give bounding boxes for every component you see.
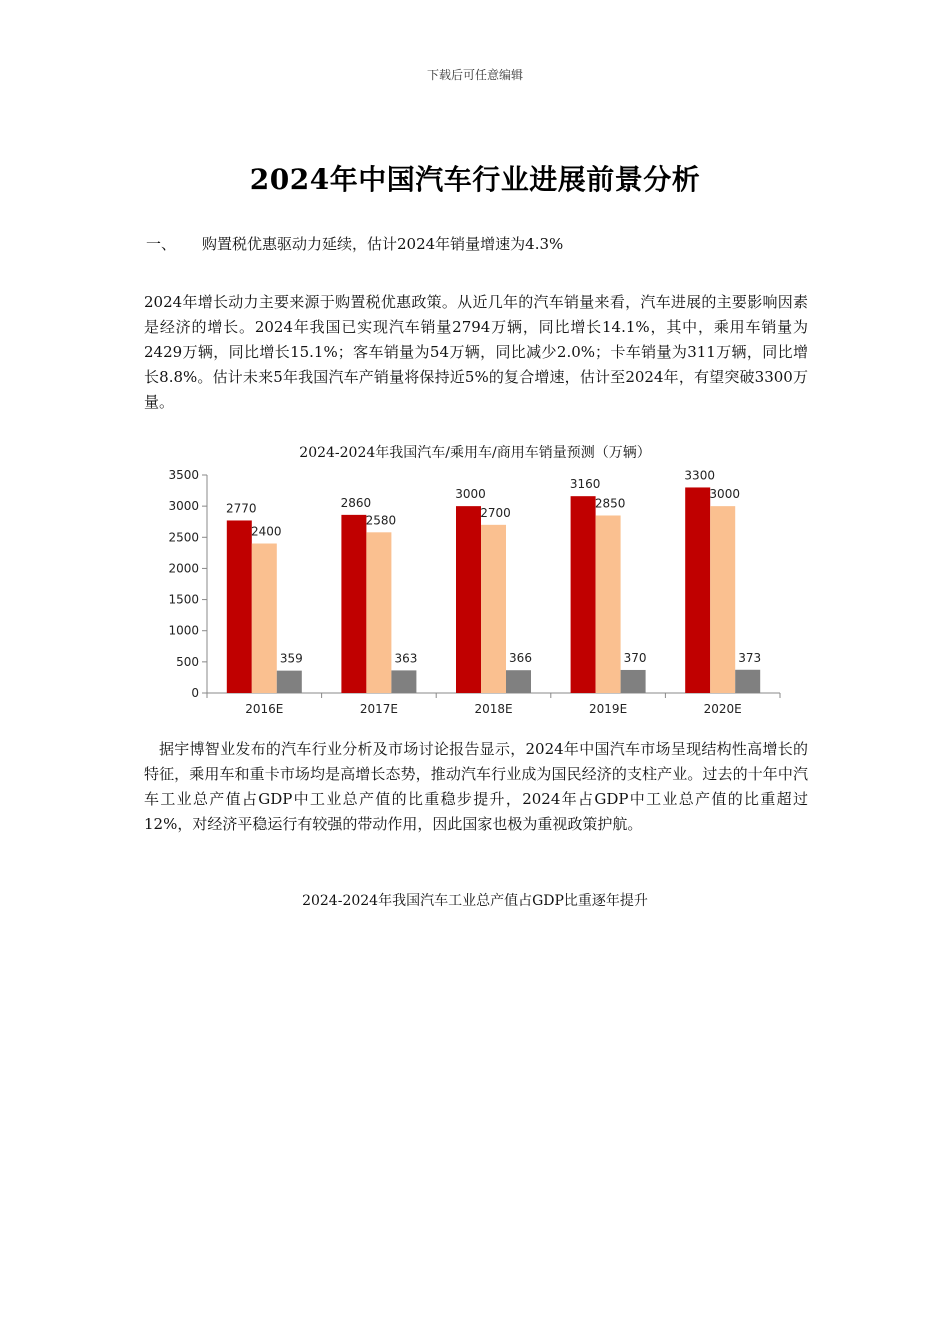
chart-caption: 2024-2024年我国汽车/乘用车/商用车销量预测（万辆） [299, 445, 651, 461]
bar-value-label: 2700 [480, 505, 511, 520]
bar [391, 670, 416, 693]
sales-forecast-bar-chart [155, 464, 785, 726]
x-axis [207, 693, 780, 716]
bar-value-label: 3000 [709, 487, 740, 502]
bar [277, 671, 302, 693]
bar-value-label: 3300 [684, 468, 715, 483]
bar-value-label: 2770 [226, 501, 257, 516]
bar-value-label: 366 [509, 651, 532, 666]
bar-value-label: 370 [623, 650, 647, 665]
bar-value-label: 2850 [594, 496, 626, 511]
section-number: 一、 [146, 235, 177, 253]
document-title: 2024年中国汽车行业进展前景分析 [249, 163, 701, 196]
bar [596, 515, 621, 693]
bar-value-label: 359 [279, 651, 303, 666]
y-tick-label: 1000 [168, 623, 199, 638]
x-tick-label: 2018E [474, 702, 513, 716]
bar [621, 670, 646, 693]
bar [481, 525, 506, 693]
bar-value-label: 363 [394, 651, 418, 666]
chart-caption-gdp: 2024-2024年我国汽车工业总产值占GDP比重逐年提升 [302, 893, 648, 909]
bar-value-label: 3160 [569, 477, 601, 492]
bar [685, 487, 710, 693]
bar-value-label: 2580 [365, 513, 397, 528]
bar [341, 515, 366, 693]
y-tick-label: 3000 [168, 499, 199, 514]
bar [252, 544, 277, 693]
bar-value-label: 3000 [455, 487, 486, 502]
y-tick-label: 1500 [168, 592, 199, 607]
x-tick-label: 2019E [589, 702, 628, 716]
bar-value-label: 2400 [251, 524, 282, 539]
y-tick-label: 2000 [168, 561, 199, 576]
section-heading [146, 233, 816, 254]
bar [735, 670, 760, 693]
bar-value-label: 373 [738, 650, 762, 665]
paragraph-industry-analysis: 据宇博智业发布的汽车行业分析及市场讨论报告显示，2024年中国汽车市场呈现结构性高增长的特征，乘用车和重卡市场均是高增长态势，推动汽车行业成为国民经济的支柱产业。过去的十年中汽车工业总产值占GDP中工业总产值的比重稳步提升，2024年占GDP中工业总产值的比重超过12%，对经济平稳运行有较强的带动作用，因此国家也极为重视政策护航。 [144, 740, 808, 833]
paragraph-sales-growth: 2024年增长动力主要来源于购置税优惠政策。从近几年的汽车销量来看，汽车进展的主要影响因素是经济的增长。2024年我国已实现汽车销量2794万辆，同比增长14.1%，其中，乘用车销量为2429万辆，同比增长15.1%；客车销量为54万辆，同比减少2.0%；卡车销量为311万辆，同比增长8.8%。估计未来5年我国汽车产销量将保持近5%的复合增速，估计至2024年，有望突破3300万量。 [144, 293, 808, 411]
bar-value-label: 2860 [340, 495, 372, 510]
bar [506, 670, 531, 693]
bar [571, 496, 596, 693]
y-tick-label: 3500 [168, 468, 199, 482]
x-tick-label: 2017E [359, 702, 398, 716]
y-tick-label: 2500 [168, 530, 199, 545]
x-tick-label: 2016E [245, 702, 284, 716]
header-note: 下载后可任意编辑 [426, 68, 523, 82]
y-tick-label: 500 [176, 654, 199, 669]
bar [456, 506, 481, 693]
y-tick-label: 0 [191, 686, 199, 700]
bar [227, 520, 252, 693]
bar [710, 506, 735, 693]
x-tick-label: 2020E [703, 702, 742, 716]
bar [366, 532, 391, 693]
section-heading-text: 购置税优惠驱动力延续，估计2024年销量增速为4.3% [202, 235, 564, 253]
y-axis [168, 468, 207, 700]
